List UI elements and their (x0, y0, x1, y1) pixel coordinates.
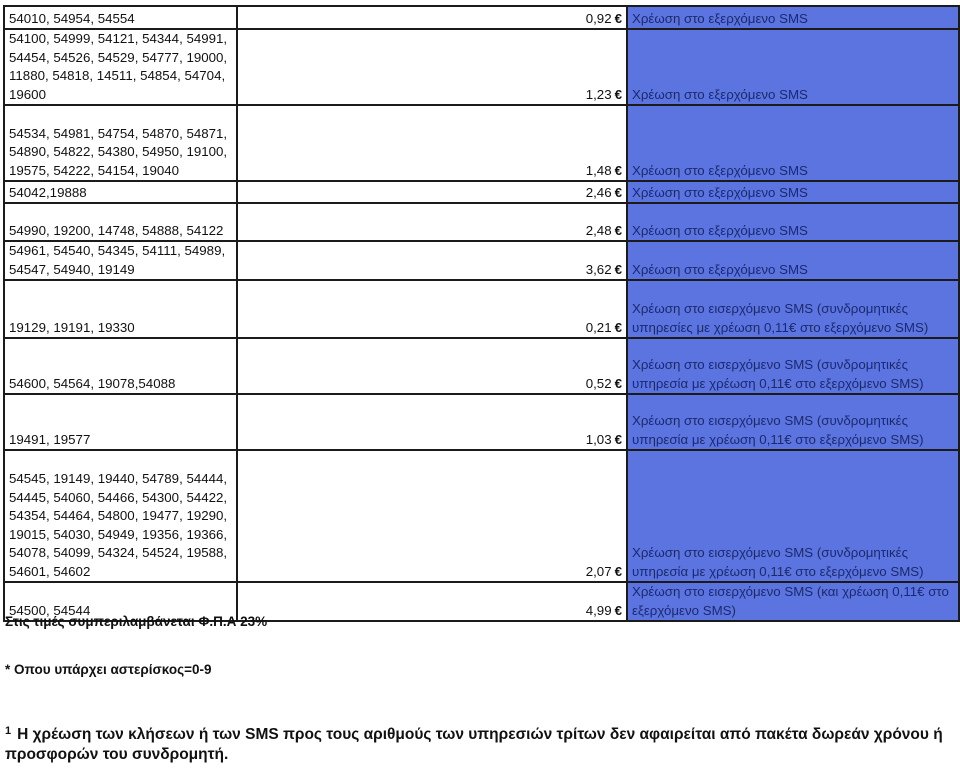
currency-symbol: € (614, 375, 622, 391)
price-value: 2,07 (585, 563, 612, 579)
price-value: 0,92 (585, 10, 612, 26)
description-cell: Χρέωση στο εισερχόμενο SMS (συνδρομητικές υπηρεσία με χρέωση 0,11€ στο εξερχόμενο SMS) (627, 450, 959, 582)
price-cell (237, 203, 627, 241)
codes-cell: 54545, 19149, 19440, 54789, 54444, 54445, 54060, 54466, 54300, 54422, 54354, 54464, 54800, 19477, 19290, 19015, 54030, 54949, 19356, 19366, 54078, 54099, 54324, 54524, 19588, 54601, 54602 (4, 450, 237, 582)
price-cell (237, 105, 627, 181)
price-cell (237, 280, 627, 338)
codes-cell: 54100, 54999, 54121, 54344, 54991, 54454, 54526, 54529, 54777, 19000, 11880, 54818, 14511, 54854, 54704, 19600 (4, 29, 237, 105)
table-row (4, 394, 959, 450)
table-row (4, 29, 959, 105)
table-row (4, 338, 959, 394)
description-cell: Χρέωση στο εξερχόμενο SMS (627, 203, 959, 241)
currency-symbol: € (614, 162, 622, 178)
price-cell (237, 394, 627, 450)
footnote (5, 725, 955, 765)
currency-symbol: € (614, 431, 622, 447)
description-cell: Χρέωση στο εισερχόμενο SMS (συνδρομητικές υπηρεσία με χρέωση 0,11€ στο εξερχόμενο SMS) (627, 394, 959, 450)
description-cell: Χρέωση στο εξερχόμενο SMS (627, 181, 959, 203)
currency-symbol: € (614, 184, 622, 200)
table-row (4, 241, 959, 280)
price-value: 0,21 (585, 319, 612, 335)
codes-cell: 19129, 19191, 19330 (4, 280, 237, 338)
table-row (4, 181, 959, 203)
price-value: 0,52 (585, 375, 612, 391)
price-cell (237, 29, 627, 105)
currency-symbol: € (614, 261, 622, 277)
table-row (4, 280, 959, 338)
description-cell: Χρέωση στο εισερχόμενο SMS (συνδρομητικές υπηρεσία με χρέωση 0,11€ στο εξερχόμενο SMS) (627, 338, 959, 394)
table-row (4, 6, 959, 29)
codes-cell: 54042,19888 (4, 181, 237, 203)
table-row (4, 105, 959, 181)
vat-note: Στις τιμές συμπεριλαμβάνεται Φ.Π.Α 23% (5, 614, 268, 629)
price-value: 3,62 (585, 261, 612, 277)
description-cell: Χρέωση στο εισερχόμενο SMS (και χρέωση 0,11€ στο εξερχόμενο SMS) (627, 582, 959, 621)
currency-symbol: € (614, 319, 622, 335)
description-cell: Χρέωση στο εξερχόμενο SMS (627, 29, 959, 105)
price-value: 4,99 (585, 602, 612, 618)
currency-symbol: € (614, 563, 622, 579)
price-value: 1,23 (585, 86, 612, 102)
table-row (4, 203, 959, 241)
price-cell (237, 181, 627, 203)
price-cell (237, 241, 627, 280)
rates-table (3, 5, 960, 622)
asterisk-note: * Οπου υπάρχει αστερίσκος=0-9 (5, 662, 212, 677)
price-value: 2,46 (585, 184, 612, 200)
price-value: 2,48 (585, 222, 612, 238)
currency-symbol: € (614, 222, 622, 238)
codes-cell: 54534, 54981, 54754, 54870, 54871, 54890, 54822, 54380, 54950, 19100, 19575, 54222, 54154, 19040 (4, 105, 237, 181)
currency-symbol: € (614, 602, 622, 618)
description-cell: Χρέωση στο εξερχόμενο SMS (627, 241, 959, 280)
codes-cell: 54500, 54544 (4, 582, 237, 621)
price-cell (237, 582, 627, 621)
codes-cell: 54600, 54564, 19078,54088 (4, 338, 237, 394)
codes-cell: 19491, 19577 (4, 394, 237, 450)
codes-cell: 54990, 19200, 14748, 54888, 54122 (4, 203, 237, 241)
currency-symbol: € (614, 10, 622, 26)
description-cell: Χρέωση στο εξερχόμενο SMS (627, 6, 959, 29)
codes-cell: 54961, 54540, 54345, 54111, 54989, 54547, 54940, 19149 (4, 241, 237, 280)
footnote-mark: 1 (5, 725, 12, 737)
price-cell (237, 338, 627, 394)
currency-symbol: € (614, 86, 622, 102)
footnote-text: Η χρέωση των κλήσεων ή των SMS προς τους αριθμούς των υπηρεσιών τρίτων δεν αφαιρείται από πακέτα δωρεάν χρόνου ή προσφορών του συνδρομητή. (5, 726, 943, 763)
codes-cell: 54010, 54954, 54554 (4, 6, 237, 29)
description-cell: Χρέωση στο εξερχόμενο SMS (627, 105, 959, 181)
price-cell (237, 6, 627, 29)
price-value: 1,48 (585, 162, 612, 178)
table-row (4, 450, 959, 582)
description-cell: Χρέωση στο εισερχόμενο SMS (συνδρομητικές υπηρεσίες με χρέωση 0,11€ στο εξερχόμενο SMS) (627, 280, 959, 338)
price-cell (237, 450, 627, 582)
price-value: 1,03 (585, 431, 612, 447)
